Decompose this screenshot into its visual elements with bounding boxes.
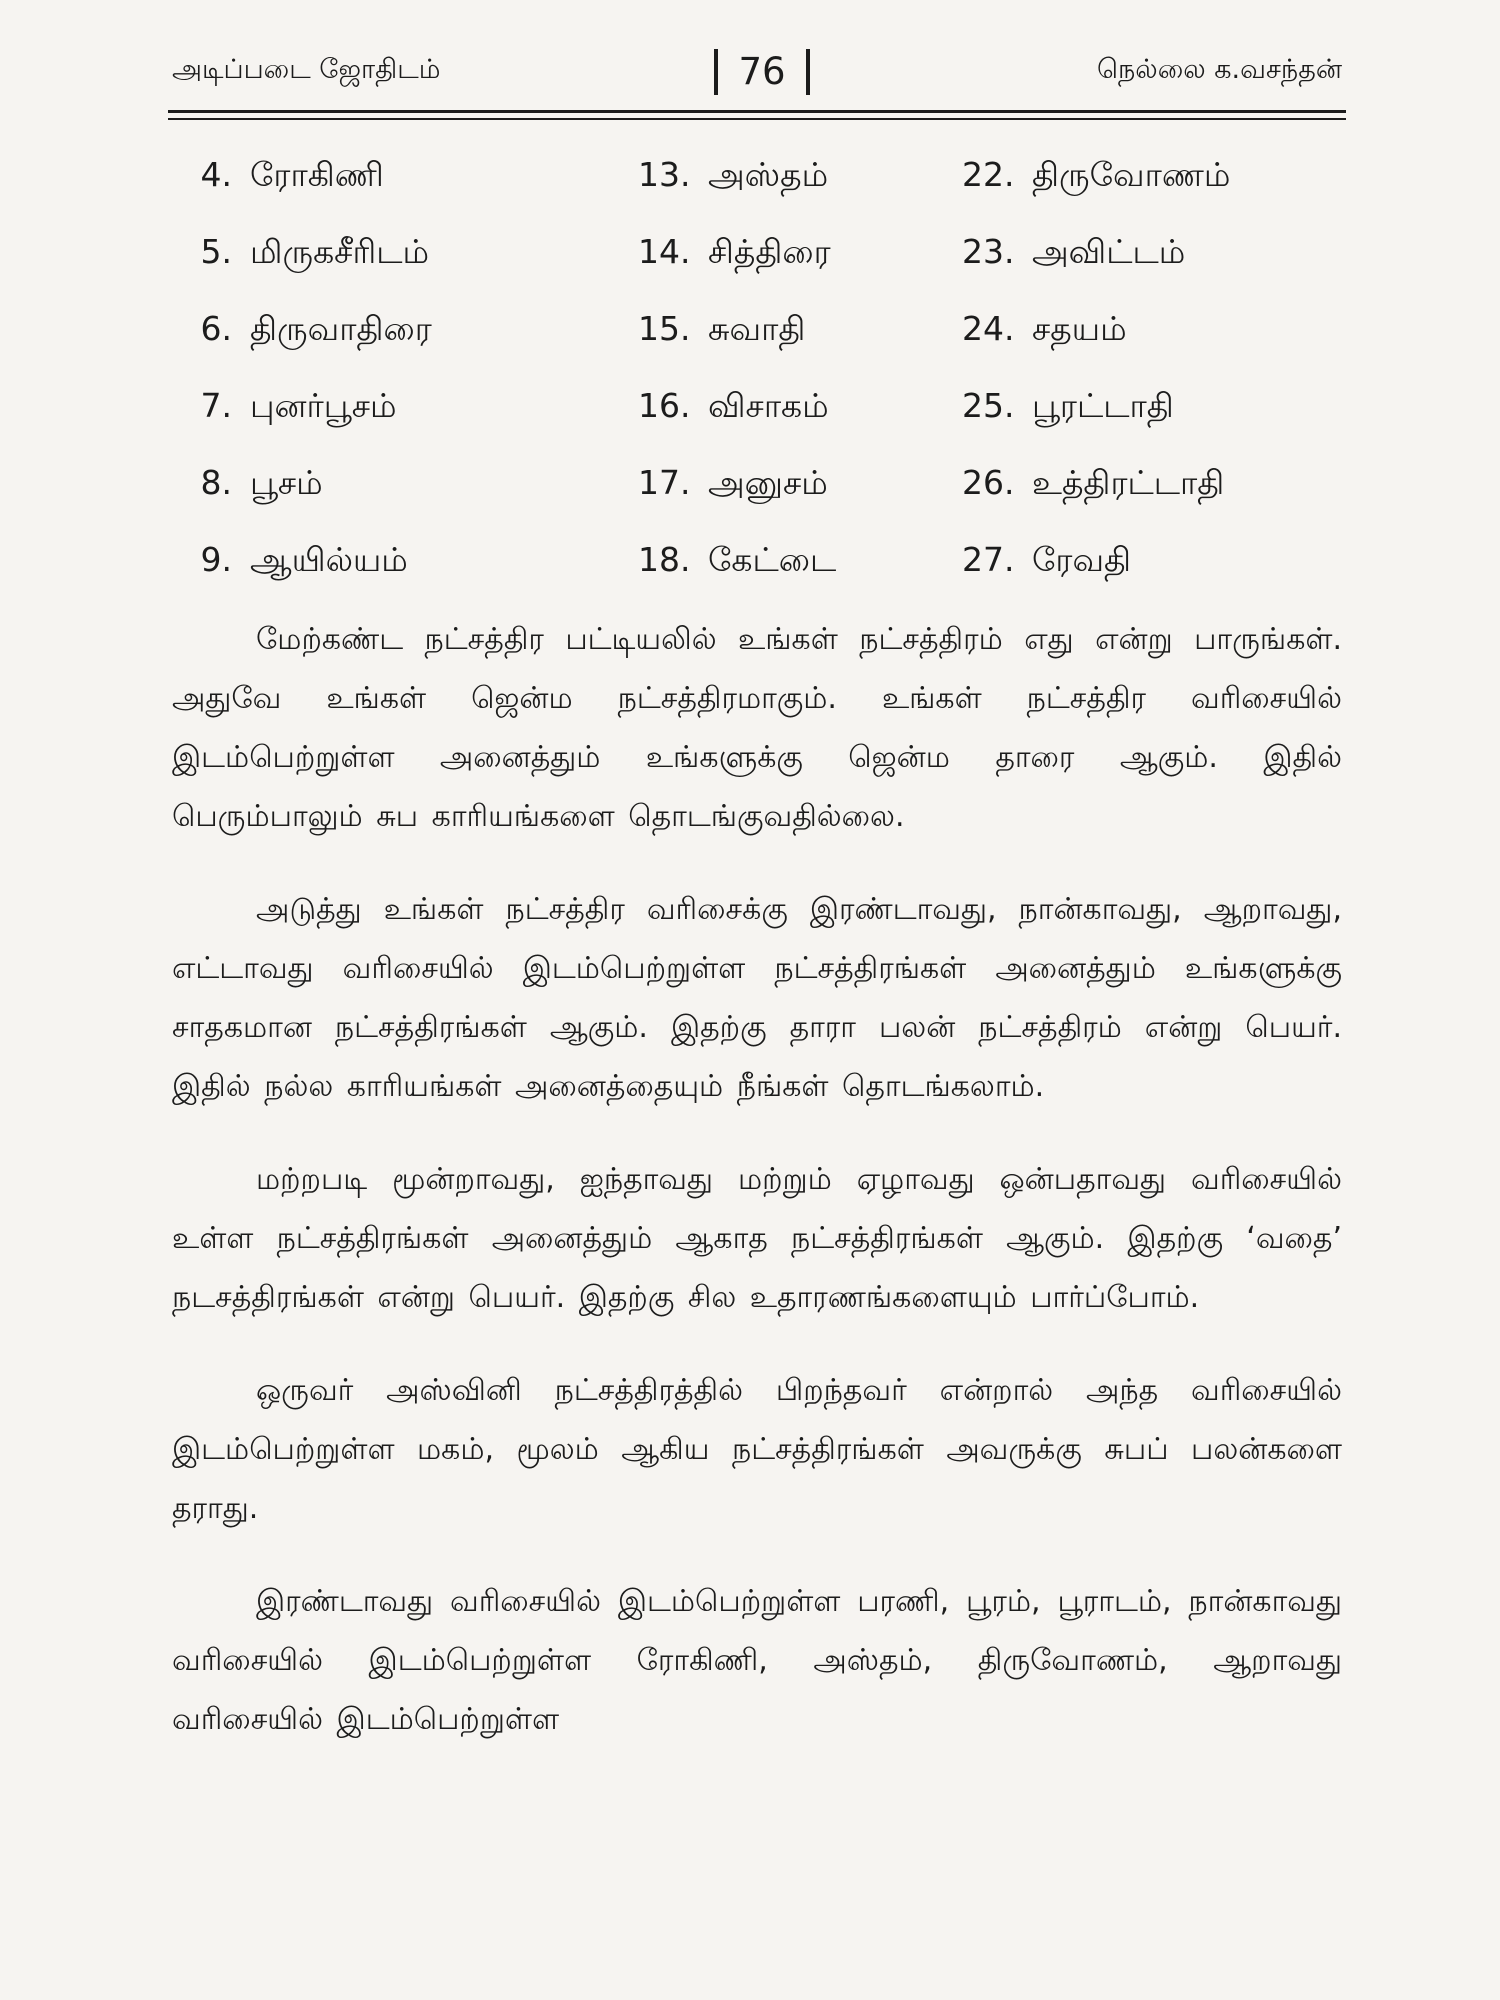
divider-right <box>806 49 810 95</box>
star-number: 27. <box>962 540 1015 579</box>
list-item <box>190 304 432 354</box>
table-row <box>190 150 1340 227</box>
star-number: 23. <box>962 232 1015 271</box>
list-item <box>638 381 829 431</box>
list-item <box>190 381 397 431</box>
star-number: 16. <box>638 386 691 425</box>
page-number: 76 <box>738 50 786 93</box>
list-item <box>962 458 1224 508</box>
header-rule-thin <box>168 118 1346 120</box>
page-number-box <box>687 48 837 95</box>
star-name: பூரட்டாதி <box>1032 386 1174 425</box>
star-name: ரேவதி <box>1032 540 1132 579</box>
list-item <box>962 381 1174 431</box>
paragraph-vadhai-stars: மற்றபடி மூன்றாவது, ஐந்தாவது மற்றும் ஏழாவது ஒன்பதாவது வரிசையில் உள்ள நட்சத்திரங்கள் அனைத்தும் ஆகாத நட்சத்திரங்கள் ஆகும். இதற்கு ‘வதை’ நடசத்திரங்கள் என்று பெயர். இதற்கு சில உதாரணங்களையும் பார்ப்போம். <box>172 1162 1342 1315</box>
star-number: 6. <box>200 309 232 348</box>
star-name: அனுசம் <box>708 463 828 502</box>
star-number: 25. <box>962 386 1015 425</box>
paragraph-example-aswini: ஒருவர் அஸ்வினி நட்சத்திரத்தில் பிறந்தவர் என்றால் அந்த வரிசையில் இடம்பெற்றுள்ள மகம், மூலம் ஆகிய நட்சத்திரங்கள் அவருக்கு சுபப் பலன்களை தராது. <box>172 1373 1342 1526</box>
star-name: கேட்டை <box>708 540 837 579</box>
body-text <box>172 610 1342 1783</box>
star-name: அஸ்தம் <box>708 155 829 194</box>
list-item <box>962 304 1127 354</box>
list-item <box>190 150 384 200</box>
list-item <box>962 535 1131 585</box>
star-name: ரோகிணி <box>250 155 384 194</box>
star-name: திருவோணம் <box>1032 155 1231 194</box>
table-row <box>190 227 1340 304</box>
list-item <box>638 227 831 277</box>
table-row <box>190 535 1340 612</box>
star-name: அவிட்டம் <box>1032 232 1186 271</box>
star-name: ஆயில்யம் <box>250 540 408 579</box>
header-rule-thick <box>168 110 1346 113</box>
paragraph-janma-star: மேற்கண்ட நட்சத்திர பட்டியலில் உங்கள் நட்சத்திரம் எது என்று பாருங்கள். அதுவே உங்கள் ஜென்ம நட்சத்திரமாகும். உங்கள் நட்சத்திர வரிசையில் இடம்பெற்றுள்ள அனைத்தும் உங்களுக்கு ஜென்ம தாரை ஆகும். இதில் பெரும்பாலும் சுப காரியங்களை தொடங்குவதில்லை. <box>172 622 1342 834</box>
table-row <box>190 304 1340 381</box>
star-number: 22. <box>962 155 1015 194</box>
table-row <box>190 381 1340 458</box>
star-name: சுவாதி <box>708 309 806 348</box>
author-name: நெல்லை க.வசந்தன் <box>1096 54 1342 85</box>
book-title: அடிப்படை ஜோதிடம் <box>172 54 441 85</box>
star-name: உத்திரட்டாதி <box>1032 463 1225 502</box>
star-name: திருவாதிரை <box>250 309 432 348</box>
star-number: 15. <box>638 309 691 348</box>
star-number: 5. <box>200 232 232 271</box>
star-name: விசாகம் <box>708 386 829 425</box>
nakshatra-list <box>190 150 1340 612</box>
list-item <box>638 304 805 354</box>
star-number: 4. <box>200 155 232 194</box>
paragraph-favourable-stars: அடுத்து உங்கள் நட்சத்திர வரிசைக்கு இரண்டாவது, நான்காவது, ஆறாவது, எட்டாவது வரிசையில் இடம்பெற்றுள்ள நட்சத்திரங்கள் அனைத்தும் உங்களுக்கு சாதகமான நட்சத்திரங்கள் ஆகும். இதற்கு தாரா பலன் நட்சத்திரம் என்று பெயர். இதில் நல்ல காரியங்கள் அனைத்தையும் நீங்கள் தொடங்கலாம். <box>172 892 1342 1104</box>
star-number: 7. <box>200 386 232 425</box>
list-item <box>638 150 828 200</box>
star-name: மிருகசீரிடம் <box>250 232 430 271</box>
list-item <box>962 150 1230 200</box>
star-number: 26. <box>962 463 1015 502</box>
divider-left <box>714 49 718 95</box>
list-item <box>190 458 323 508</box>
star-name: புனர்பூசம் <box>250 386 397 425</box>
star-number: 9. <box>200 540 232 579</box>
list-item <box>962 227 1185 277</box>
list-item <box>190 535 408 585</box>
table-row <box>190 458 1340 535</box>
star-name: பூசம் <box>250 463 323 502</box>
paragraph-second-row: இரண்டாவது வரிசையில் இடம்பெற்றுள்ள பரணி, பூரம், பூராடம், நான்காவது வரிசையில் இடம்பெற்றுள்ள ரோகிணி, அஸ்தம், திருவோணம், ஆறாவது வரிசையில் இடம்பெற்றுள்ள <box>172 1584 1342 1737</box>
star-number: 18. <box>638 540 691 579</box>
list-item <box>190 227 429 277</box>
star-number: 8. <box>200 463 232 502</box>
star-number: 14. <box>638 232 691 271</box>
star-name: சதயம் <box>1032 309 1127 348</box>
star-number: 17. <box>638 463 691 502</box>
star-number: 13. <box>638 155 691 194</box>
star-number: 24. <box>962 309 1015 348</box>
star-name: சித்திரை <box>708 232 831 271</box>
list-item <box>638 458 828 508</box>
list-item <box>638 535 836 585</box>
page-header <box>172 48 1342 108</box>
